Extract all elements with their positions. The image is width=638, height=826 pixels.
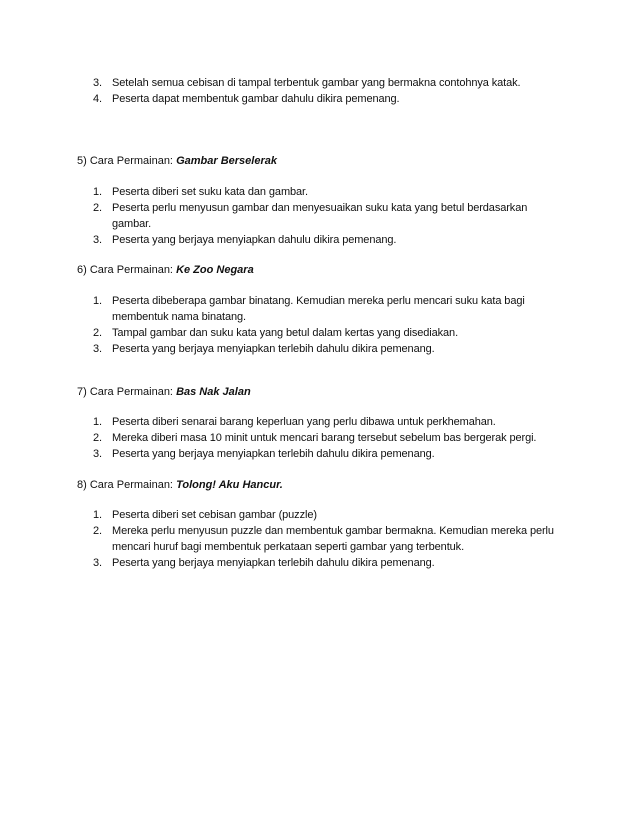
item-number: 3. [93, 343, 102, 355]
item-number: 2. [93, 432, 102, 444]
section-list [0, 184, 638, 248]
item-number: 1. [93, 416, 102, 428]
item-number: 2. [93, 525, 102, 537]
list-item [0, 430, 638, 446]
intro-list [0, 75, 638, 107]
game-name: Ke Zoo Negara [176, 264, 254, 276]
item-text: Peserta dapat membentuk gambar dahulu dikira pemenang. [112, 93, 400, 105]
section-heading [77, 477, 283, 493]
item-text: Peserta yang berjaya menyiapkan terlebih dahulu dikira pemenang. [112, 448, 435, 460]
list-item [0, 446, 638, 462]
list-item [0, 91, 638, 107]
list-item [0, 507, 638, 523]
heading-prefix: 6) Cara Permainan: [77, 264, 173, 276]
item-number: 1. [93, 186, 102, 198]
item-text: Peserta yang berjaya menyiapkan terlebih dahulu dikira pemenang. [112, 343, 435, 355]
item-number: 2. [93, 202, 102, 214]
section-heading [77, 384, 251, 400]
item-number: 2. [93, 327, 102, 339]
item-number: 1. [93, 295, 102, 307]
item-text: Peserta diberi set cebisan gambar (puzzle) [112, 509, 317, 521]
heading-prefix: 8) Cara Permainan: [77, 479, 173, 491]
item-number: 4. [93, 93, 102, 105]
item-number: 3. [93, 77, 102, 89]
list-item [0, 293, 638, 325]
item-text: Peserta yang berjaya menyiapkan dahulu dikira pemenang. [112, 234, 397, 246]
item-number: 3. [93, 557, 102, 569]
list-item [0, 325, 638, 341]
section-heading [77, 262, 254, 278]
item-text: Tampal gambar dan suku kata yang betul dalam kertas yang disediakan. [112, 327, 459, 339]
section-list [0, 507, 638, 571]
item-text: Peserta perlu menyusun gambar dan menyesuaikan suku kata yang betul berdasarkan gambar. [112, 202, 528, 230]
list-item [0, 414, 638, 430]
item-text: Setelah semua cebisan di tampal terbentuk gambar yang bermakna contohnya katak. [112, 77, 521, 89]
list-item [0, 200, 638, 232]
list-item [0, 341, 638, 357]
list-item [0, 523, 638, 555]
item-text: Peserta diberi senarai barang keperluan yang perlu dibawa untuk perkhemahan. [112, 416, 496, 428]
list-item [0, 232, 638, 248]
item-number: 1. [93, 509, 102, 521]
item-number: 3. [93, 448, 102, 460]
game-name: Gambar Berselerak [176, 155, 277, 167]
list-item [0, 555, 638, 571]
game-name: Bas Nak Jalan [176, 386, 251, 398]
item-text: Peserta yang berjaya menyiapkan terlebih dahulu dikira pemenang. [112, 557, 435, 569]
section-heading [77, 153, 277, 169]
list-item [0, 184, 638, 200]
item-text: Mereka diberi masa 10 minit untuk mencari barang tersebut sebelum bas bergerak pergi. [112, 432, 537, 444]
item-text: Peserta dibeberapa gambar binatang. Kemudian mereka perlu mencari suku kata bagi membentuk nama binatang. [112, 295, 525, 323]
section-list [0, 293, 638, 357]
section-list [0, 414, 638, 462]
list-item [0, 75, 638, 91]
heading-prefix: 5) Cara Permainan: [77, 155, 173, 167]
item-text: Mereka perlu menyusun puzzle dan membentuk gambar bermakna. Kemudian mereka perlu mencari huruf bagi membentuk perkataan seperti gambar yang terbentuk. [112, 525, 554, 553]
item-number: 3. [93, 234, 102, 246]
heading-prefix: 7) Cara Permainan: [77, 386, 173, 398]
item-text: Peserta diberi set suku kata dan gambar. [112, 186, 308, 198]
game-name: Tolong! Aku Hancur. [176, 479, 283, 491]
